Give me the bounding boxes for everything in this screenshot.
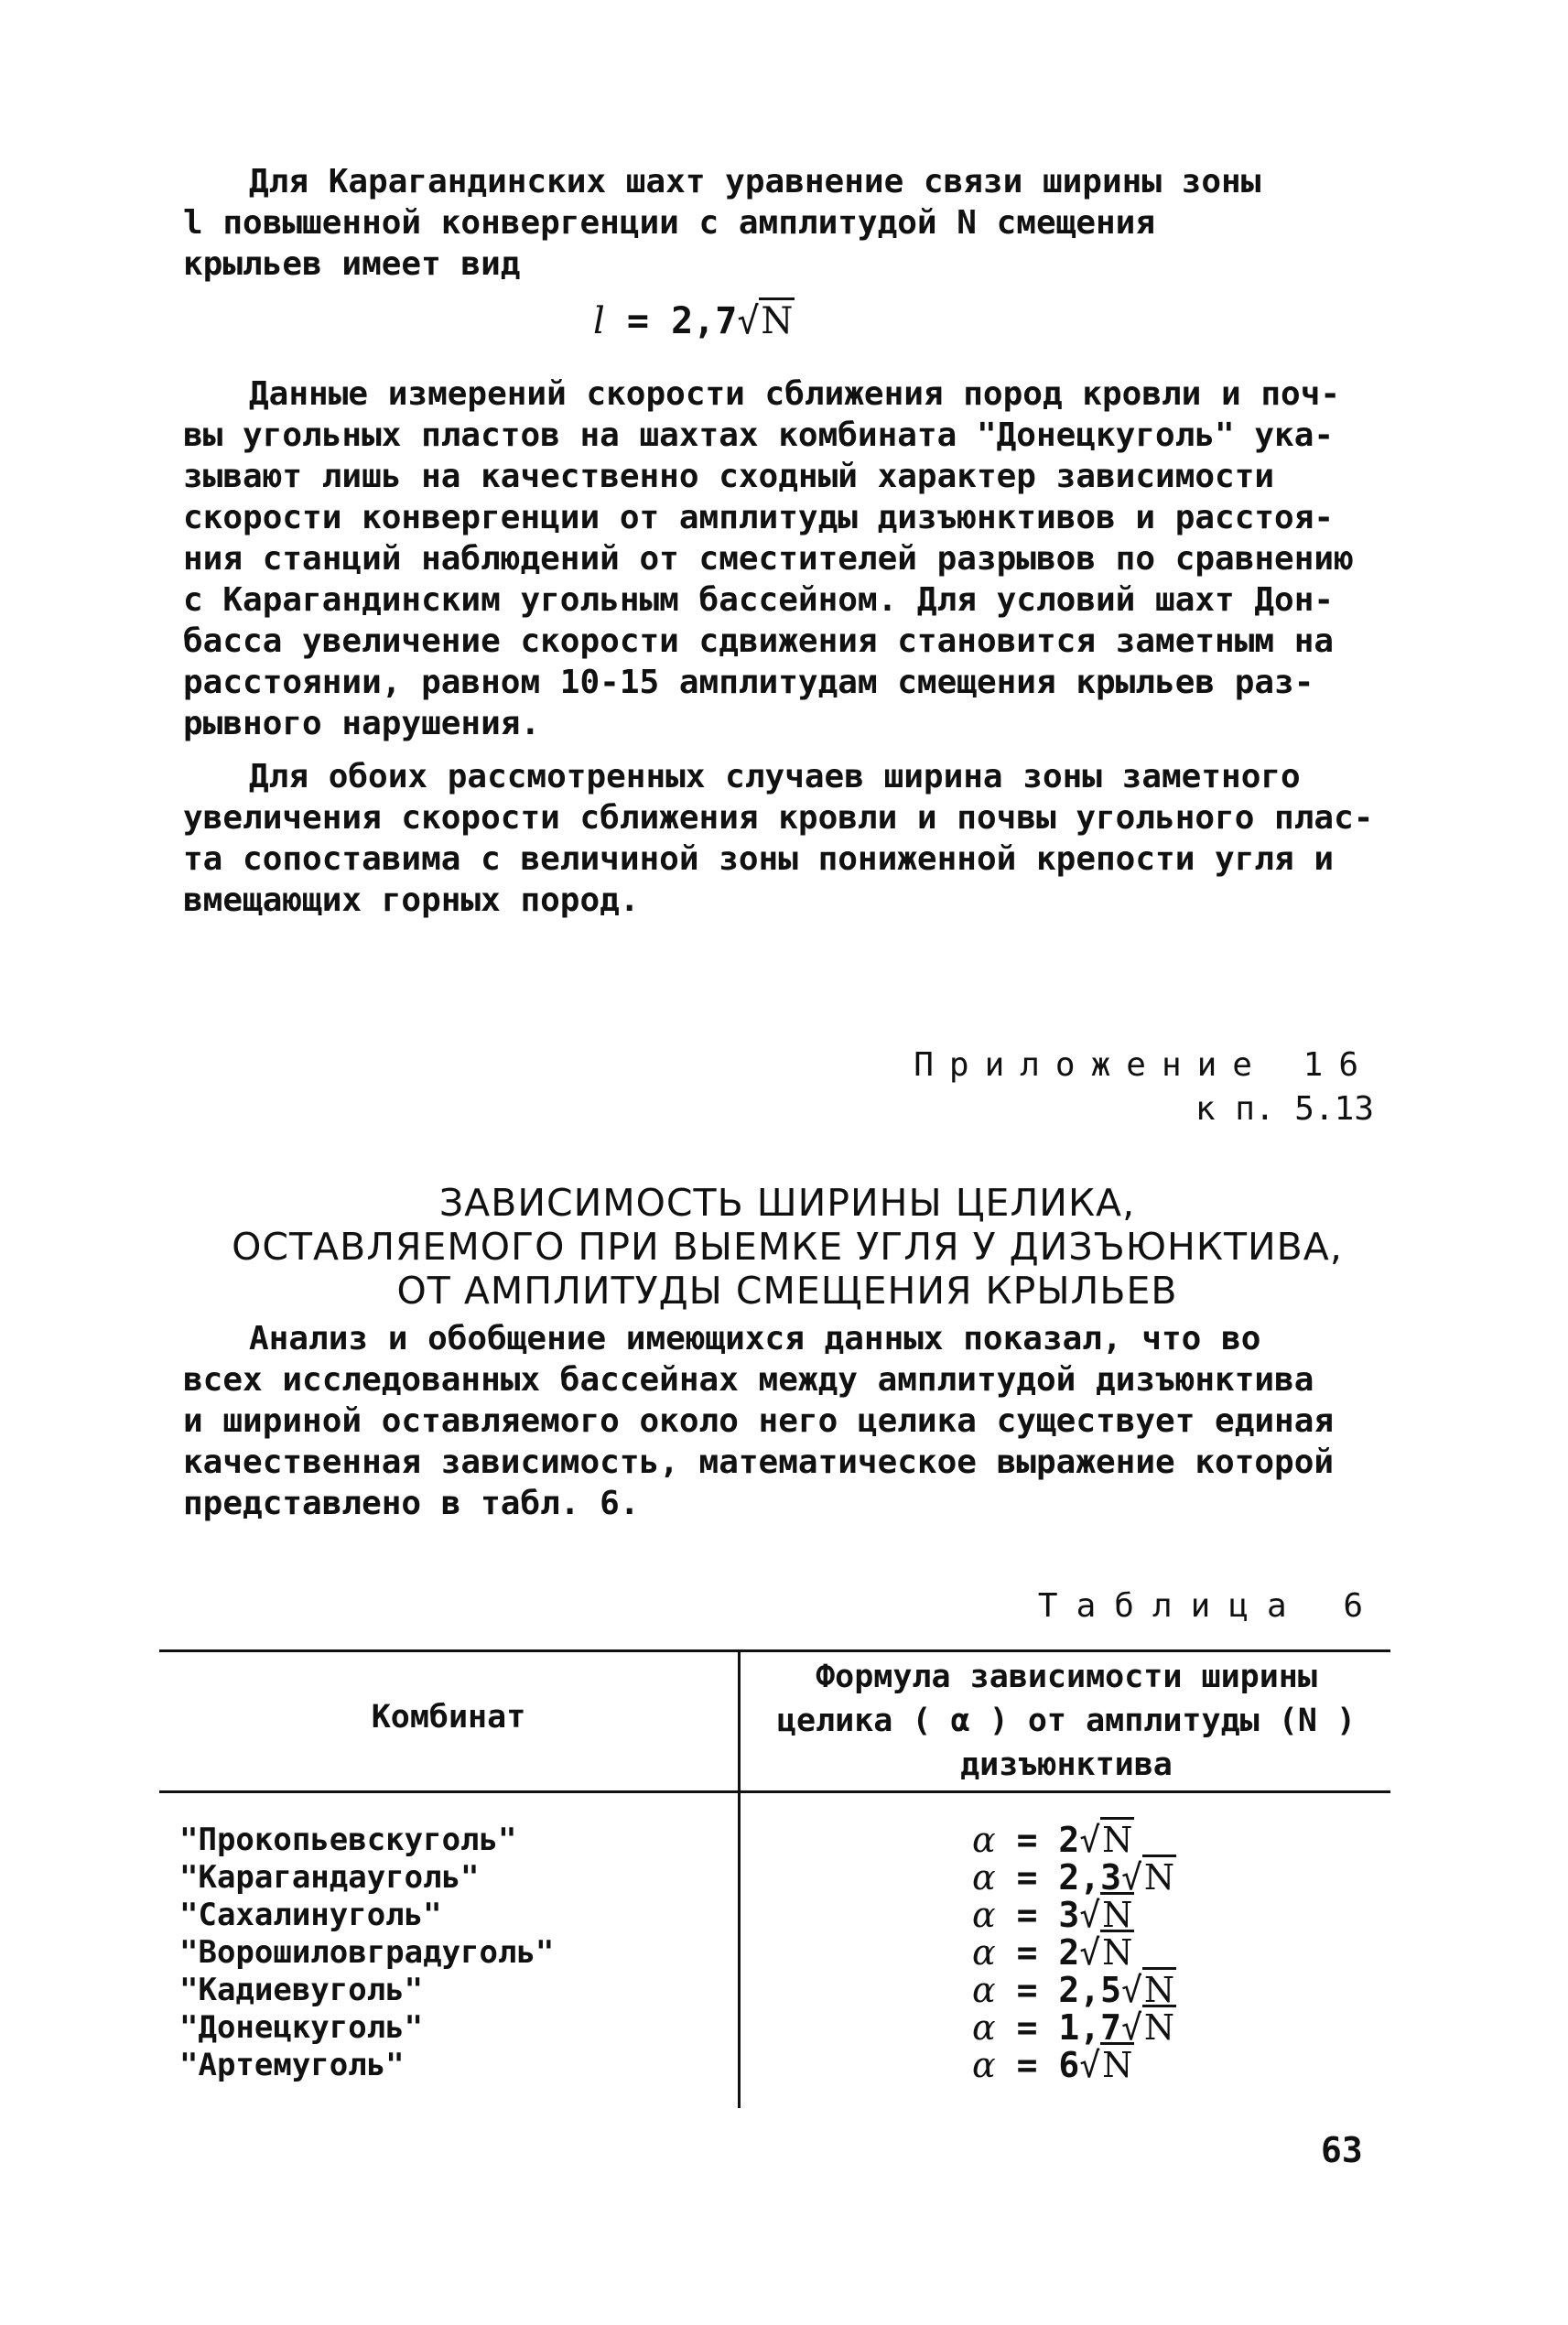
text-line: вмещающих горных пород. bbox=[183, 881, 640, 919]
sqrt-sign: √N bbox=[1121, 1857, 1176, 1898]
heading-line: ЗАВИСИМОСТЬ ШИРИНЫ ЦЕЛИКА, bbox=[438, 1181, 1136, 1225]
table-top-rule bbox=[159, 1649, 1390, 1652]
text-line: представлено в табл. 6. bbox=[183, 1485, 640, 1522]
paragraph-analysis bbox=[183, 1318, 1391, 1524]
text-line: увеличения скорости сближения кровли и почвы угольного плас- bbox=[183, 799, 1374, 837]
text-line: расстоянии, равном 10-15 амплитудам смещения крыльев раз- bbox=[183, 664, 1314, 701]
heading-line: ОСТАВЛЯЕМОГО ПРИ ВЫЕМКЕ УГЛЯ У ДИЗЪЮНКТИВА, bbox=[232, 1225, 1343, 1269]
formula-lhs: l bbox=[593, 300, 605, 342]
page-number: 63 bbox=[1321, 2130, 1363, 2170]
text-line: рывного нарушения. bbox=[183, 705, 541, 742]
text-line: с Карагандинским угольным бассейном. Для условий шахт Дон- bbox=[183, 581, 1335, 619]
sqrt-sign: √N bbox=[1079, 2045, 1134, 2085]
text-line: качественная зависимость, математическое выражение которой bbox=[183, 1444, 1335, 1481]
row-formula: α = 2√N bbox=[972, 1932, 1134, 1973]
table-header-rule bbox=[159, 1790, 1390, 1793]
text-line: та сопоставима с величиной зоны пониженной крепости угля и bbox=[183, 840, 1335, 878]
appendix-ref: к п. 5.13 bbox=[1195, 1090, 1374, 1128]
appendix-reference bbox=[914, 1044, 1374, 1131]
text-line: Для Карагандинских шахт уравнение связи ширины зоны bbox=[249, 163, 1261, 200]
text-line: вы угольных пластов на шахтах комбината "Донецкуголь" ука- bbox=[183, 416, 1335, 454]
text-line: басса увеличение скорости сдвижения становится заметным на bbox=[183, 622, 1335, 660]
sqrt-sign: √N bbox=[1079, 1820, 1134, 1860]
formula-width-zone bbox=[593, 300, 795, 342]
table-row bbox=[179, 1859, 1369, 1897]
table-row bbox=[179, 2047, 1369, 2084]
text-line: ния станций наблюдений от сместителей разрывов по сравнению bbox=[183, 540, 1354, 578]
formula-coef: 2,7 bbox=[671, 300, 738, 342]
appendix-label: Приложение 16 bbox=[914, 1046, 1374, 1084]
text-line: зывают лишь на качественно сходный характер зависимости bbox=[183, 458, 1275, 495]
formula-radicand: N bbox=[759, 297, 795, 342]
text-line: и шириной оставляемого около него целика существует единая bbox=[183, 1402, 1335, 1440]
row-kombinat: "Прокопьевскуголь" bbox=[179, 1822, 517, 1858]
row-kombinat: "Кадиевуголь" bbox=[179, 1972, 424, 2008]
text-line: всех исследованных бассейнах между амплитудой дизъюнктива bbox=[183, 1361, 1314, 1399]
table-row bbox=[179, 1897, 1369, 1934]
header-formula-line: целика ( α ) от амплитуды (N ) bbox=[776, 1703, 1357, 1739]
sqrt-sign: √N bbox=[1121, 1970, 1176, 2010]
header-formula-line: дизъюнктива bbox=[960, 1746, 1173, 1783]
row-formula: α = 1,7√N bbox=[972, 2007, 1176, 2048]
row-formula: α = 3√N bbox=[972, 1895, 1134, 1935]
row-kombinat: "Донецкуголь" bbox=[179, 2009, 424, 2046]
text-line: Анализ и обобщение имеющихся данных показал, что во bbox=[249, 1320, 1261, 1357]
paragraph-donbass-measurements bbox=[183, 373, 1391, 744]
table-row bbox=[179, 1822, 1369, 1859]
formula-op: = bbox=[626, 300, 649, 342]
row-kombinat: "Артемуголь" bbox=[179, 2047, 405, 2083]
table-row bbox=[179, 1972, 1369, 2009]
row-kombinat: "Сахалинуголь" bbox=[179, 1897, 442, 1933]
row-formula: α = 2,3√N bbox=[972, 1857, 1176, 1898]
sqrt-sign: √N bbox=[1121, 2007, 1176, 2048]
row-kombinat: "Карагандауголь" bbox=[179, 1859, 480, 1896]
sqrt-sign: √N bbox=[1079, 1932, 1134, 1973]
text-line: крыльев имеет вид bbox=[183, 245, 521, 283]
header-formula-line: Формула зависимости ширины bbox=[816, 1659, 1317, 1695]
text-line: скорости конвергенции от амплитуды дизъюнктивов и расстоя- bbox=[183, 499, 1335, 536]
header-kombinat: Комбинат bbox=[371, 1699, 526, 1736]
paragraph-karaganda-intro bbox=[183, 161, 1391, 285]
row-kombinat: "Ворошиловградуголь" bbox=[179, 1934, 555, 1971]
paragraph-both-cases bbox=[183, 756, 1391, 921]
table-caption: Таблица 6 bbox=[1037, 1587, 1381, 1625]
text-line: Для обоих рассмотренных случаев ширина зоны заметного bbox=[249, 758, 1301, 795]
row-formula: α = 6√N bbox=[972, 2045, 1134, 2085]
row-formula: α = 2,5√N bbox=[972, 1970, 1176, 2010]
table-row bbox=[179, 2009, 1369, 2047]
table-row bbox=[179, 1934, 1369, 1972]
text-line: Данные измерений скорости сближения пород кровли и поч- bbox=[249, 375, 1341, 413]
row-formula: α = 2√N bbox=[972, 1820, 1134, 1860]
section-heading bbox=[183, 1181, 1391, 1313]
header-formula bbox=[741, 1655, 1391, 1787]
text-line: l повышенной конвергенции с амплитудой N смещения bbox=[183, 204, 1156, 242]
sqrt-sign: √N bbox=[1079, 1895, 1134, 1935]
sqrt-sign: √N bbox=[737, 300, 795, 342]
heading-line: ОТ АМПЛИТУДЫ СМЕЩЕНИЯ КРЫЛЬЕВ bbox=[396, 1269, 1178, 1313]
